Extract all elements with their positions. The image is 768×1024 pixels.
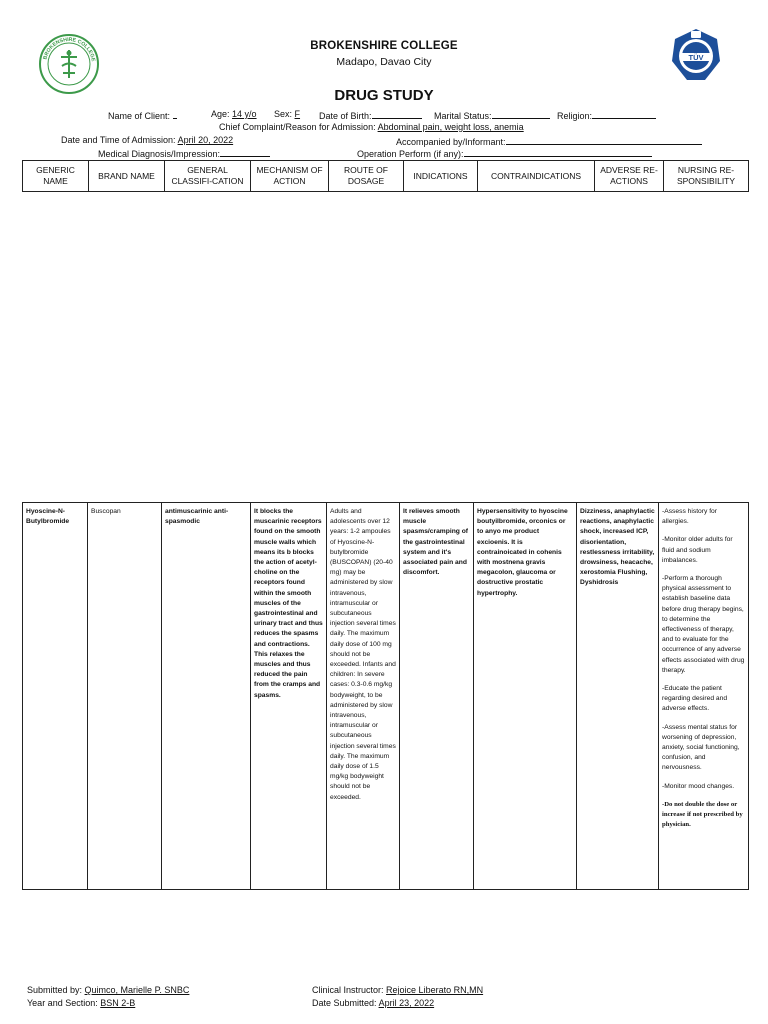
operation-performed-field: Operation Perform (if any): xyxy=(357,147,652,159)
college-address: Madapo, Davao City xyxy=(336,56,432,68)
submitted-by: Submitted by: Quimco, Marielle P. SNBC xyxy=(27,985,190,995)
year-and-section: Year and Section: BSN 2-B xyxy=(27,998,136,1008)
nursing-item: -Assess mental status for worsening of depression, anxiety, social functioning, confusion, and nervousness. xyxy=(662,723,740,772)
header-generic-name: GENERIC NAME xyxy=(23,161,89,192)
college-name: BROKENSHIRE COLLEGE xyxy=(310,40,458,52)
document-title: DRUG STUDY xyxy=(334,87,434,104)
cell-indications: It relieves smooth muscle spasms/cramping of the gastrointestinal system and it's associated pain and discomfort. xyxy=(400,503,474,890)
header-classification: GENERAL CLASSIFI-CATION xyxy=(165,161,251,192)
cell-nursing-responsibility xyxy=(659,503,749,890)
svg-text:TÜV: TÜV xyxy=(688,53,704,62)
header-nursing-responsibility: NURSING RE-SPONSIBILITY xyxy=(664,161,749,192)
marital-status-field: Marital Status: xyxy=(434,109,550,121)
clinical-instructor: Clinical Instructor: Rejoice Liberato RN,MN xyxy=(312,985,484,995)
drug-study-header-table xyxy=(22,160,749,192)
table-row xyxy=(23,503,749,890)
admission-date-field: Date and Time of Admission: April 20, 2022 xyxy=(61,135,234,145)
cell-generic-name: Hyoscine-N-Butylbromide xyxy=(23,503,88,890)
cell-contraindications: Hypersensitivity to hyoscine boutyilbromide, orconics or to anyo me product excioenis. It is contrainoicated in cohenis with mostnena gravis megacolon, glaucoma or dostructive prostatic hypertrophy. xyxy=(474,503,577,890)
header-indications: INDICATIONS xyxy=(404,161,478,192)
nursing-item: -Perform a thorough physical assessment to establish baseline data before drug therapy begins, to determine the effectiveness of therapy, and to evaluate for the occurrence of any adverse effects associated with drug therapy. xyxy=(662,575,745,674)
cell-mechanism: It blocks the muscarinic receptors found on the smooth muscle walls which means its b blocks the action of acetyl-choline on the receptors found within the smooth muscles of the gastrointestinal and urinary tract and thus reduces the spasms and contractions. This relaxes the muscles and thus reduced the pain from the cramps and spasms. xyxy=(251,503,327,890)
accompanied-by-field: Accompanied by/Informant: xyxy=(396,135,702,147)
cell-route: Adults and adolescents over 12 years: 1-2 ampoules of Hyoscine-N-butylbromide (BUSCOPAN) (20-40 mg) may be administered by slow intravenous, intramuscular or subcutaneous injection several times daily. The maximum daily dose of 100 mg should not be exceeded. Infants and children: In severe cases: 0.3-0.6 mg/kg bodyweight, to be administered by slow intravenous, intramuscular or subcutaneous injection several times daily. The maximum daily dose of 1.5 mg/kg bodyweight should not be exceeded. xyxy=(327,503,400,890)
header-brand-name: BRAND NAME xyxy=(89,161,165,192)
nursing-item: -Monitor mood changes. xyxy=(662,782,735,790)
nursing-item: -Assess history for allergies. xyxy=(662,508,717,526)
svg-text:BROKENSHIRE COLLEGE: BROKENSHIRE COLLEGE xyxy=(42,36,96,62)
date-submitted: Date Submitted: April 23, 2022 xyxy=(312,998,435,1008)
header-mechanism: MECHANISM OF ACTION xyxy=(251,161,329,192)
header-row xyxy=(23,161,749,192)
nursing-item: -Monitor older adults for fluid and sodium imbalances. xyxy=(662,536,733,564)
nursing-item: -Educate the patient regarding desired and adverse effects. xyxy=(662,685,728,713)
date-of-birth-field: Date of Birth: xyxy=(319,109,422,121)
cell-adverse-reactions: Dizziness, anaphylactic reactions, anaphylactic shock, increased ICP, disorientation, restlessness irritability, drowsiness, heacache, xerostomia Flushing, Dyshidrosis xyxy=(577,503,659,890)
nursing-item: -Do not double the dose or increase if not prescribed by physician. xyxy=(662,800,743,829)
header-adverse-reactions: ADVERSE RE-ACTIONS xyxy=(595,161,664,192)
header-route: ROUTE OF DOSAGE xyxy=(329,161,404,192)
cell-brand-name: Buscopan xyxy=(88,503,162,890)
drug-study-body-table xyxy=(22,502,749,890)
religion-field: Religion: xyxy=(557,109,656,121)
client-sex-field: Sex: F xyxy=(274,109,301,119)
client-name-field: Name of Client: xyxy=(108,109,177,121)
client-age-field: Age: 14 y/o xyxy=(211,109,257,119)
medical-diagnosis-field: Medical Diagnosis/Impression: xyxy=(98,147,270,159)
chief-complaint-field: Chief Complaint/Reason for Admission: Abdominal pain, weight loss, anemia xyxy=(219,122,524,132)
cell-classification: antimuscarinic anti-spasmodic xyxy=(162,503,251,890)
header-contraindications: CONTRAINDICATIONS xyxy=(478,161,595,192)
